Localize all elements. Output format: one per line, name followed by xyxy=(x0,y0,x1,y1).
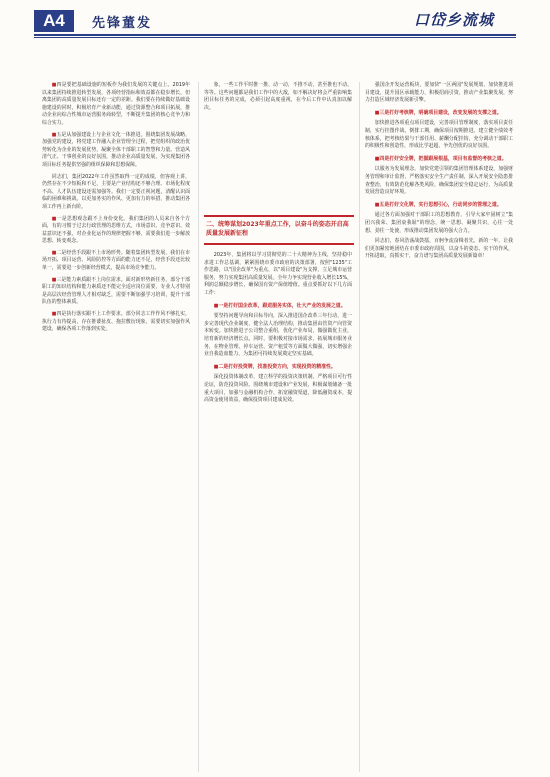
header-rule-thin xyxy=(34,37,516,38)
paragraph: 通过各方面加强对干部职工的思想教育，引导大家牢固树立"集团兴我荣、集团衰我耻"的理念，统一思想、凝聚共识，心往一处想、劲往一处使，形成推动集团发展的强大合力。 xyxy=(365,212,513,234)
paragraph-text: 二是经营手段跟不上市场形势。随着集团转型发展，我们在市场开拓、项目运营、风险防控等方面的能力还不足，经营手段还比较单一，需要进一步创新经营模式，提高市场竞争能力。 xyxy=(42,249,190,272)
paragraph: 同志们，春风浩荡战鼓擂，百舸争流奋楫者先。新的一年，让我们更加紧密地团结在市委市政府周围，以奋斗的姿态、实干的作风，开拓进取，真抓实干，奋力谱写集团高质量发展新篇章！ xyxy=(365,238,513,260)
section-headline: 二、统筹谋划2023年重点工作，以奋斗的姿态开启高质量发展新征程 xyxy=(206,221,349,237)
masthead-logo: 口岱乡流城 xyxy=(413,11,494,29)
paragraph-text: 四是执行落实跟不上工作要求。部分同志工作作风不够扎实，执行力有待提高，存在推诿扯皮、拖拉敷衍现象，需要切实加强作风建设，确保各项工作落到实处。 xyxy=(42,311,190,333)
paragraph: 2023年，集团将以学习贯彻党的二十大精神为主线，坚持稳中求进工作总基调，紧紧围绕市委市政府的决策部署，按照"1235"工作思路，以"国企改革"为重点，以"项目建设"为支撑，立足城市运营服务，努力实现集团高质量发展。全年力争实现营业收入增长15%，利润总额稳步增长，确保国有资产保值增值。重点要抓好以下几方面工作： xyxy=(204,252,352,296)
subheading-text: 一是打好国企改革，跟进服务实体，壮大产业的发展之道。 xyxy=(218,302,346,309)
subheading: ■二是打好投资牌，找准投资方向，实现投资的精准性。 xyxy=(213,363,336,370)
paragraph: ■二是经营手段跟不上市场形势。随着集团转型发展，我们在市场开拓、项目运营、风险防控等方面的能力还不足，经营手段还比较单一，需要进一步创新经营模式，提高市场竞争能力。 xyxy=(42,249,190,272)
column-divider xyxy=(198,82,199,772)
paragraph-text: 五是从加强建设上与企业文化一体推进。围绕集团发展战略，加强党的建设，将党建工作融入企业管理全过程，把党组织的政治优势转化为企业的发展优势，凝聚全体干部职工的智慧和力量。营造风清气正、干事创业的良好氛围，推动企业高质量发展，为实现集团各项目标任务提供坚强的组织保障和思想保障。 xyxy=(42,131,190,168)
subheading: ■三是打好考核牌，明确项目建设，改变发展的支撑之道。 xyxy=(374,109,502,116)
subheading-text: 二是打好投资牌，找准投资方向，实现投资的精准性。 xyxy=(218,363,336,370)
paragraph: ■四是执行落实跟不上工作要求。部分同志工作作风不够扎实，执行力有待提高，存在推诿扯皮、拖拉敷衍现象，需要切实加强作风建设，确保各项工作落到实处。 xyxy=(42,311,190,333)
page-number: A4 xyxy=(34,10,74,32)
paragraph: 深化投资体制改革，建立科学的投资决策机制，严格项目可行性论证，防范投资风险。围绕城市建设和产业发展，积极谋划储备一批重大项目，加强与金融机构合作，拓宽融资渠道，降低融资成本，提高资金使用效益，确保投资项目建成见效。 xyxy=(204,374,352,404)
article-column-2-body xyxy=(204,252,352,405)
subheading: ■一是打好国企改革，跟进服务实体，壮大产业的发展之道。 xyxy=(213,302,346,309)
article-column-1 xyxy=(42,82,190,334)
paragraph: 以服务为发展理念，加快党建引领的集团管理体系建设，加强财务管理和审计监督，严格落实安全生产责任制，深入开展安全隐患排查整治，有效防范化解各类风险，确保集团安全稳定运行，为高质量发展营造良好环境。 xyxy=(365,166,513,196)
box-rule-bottom xyxy=(204,243,354,245)
paragraph-text: 一是思想观念跟不上身份变化。我们集团的人员来自各个方面，有的习惯于过去行政管理的思维方式，市场意识、竞争意识、效益意识还不强，对企业化运作的规律把握不够，需要我们进一步解放思想、转变观念。 xyxy=(42,215,190,245)
paragraph: 强国企开发运营板块，要加快"一区两园"发展规划，加快推进项目建设，提升园区承载能力，积极招商引资，推动产业集聚发展，努力打造区域经济发展新引擎。 xyxy=(365,82,513,104)
paragraph-text: 三是能力素质跟不上岗位需求。面对新形势新任务，部分干部职工的知识结构和能力素质还不能完全适应岗位需要，专业人才特别是高层次经营管理人才相对缺乏，需要不断加强学习培训，提升干部队伍的整体素质。 xyxy=(42,276,190,306)
header-rule xyxy=(34,34,516,36)
paragraph: 加快推进各项重点项目建设，完善项目管理制度，落实项目责任制，实行挂图作战，倒排工期，确保项目按期推进。建立健全绩效考核体系，把考核结果与干部任用、薪酬分配挂钩，充分调动干部职工的积极性和创造性，形成比学赶超、争先创优的良好氛围。 xyxy=(365,120,513,150)
paragraph: 象，一些工作平时推一推、动一动，不推不动，甚至推也不动。等等。这些问题都是我们工作中的大敌，如不解决好将会严重影响集团目标任务的完成，必须引起高度重视，在今后工作中认真加以解决。 xyxy=(204,82,352,111)
subheading-text: 三是打好考核牌，明确项目建设，改变发展的支撑之道。 xyxy=(379,109,502,116)
section-title: 先锋董发 xyxy=(92,16,153,31)
paragraph: 同志们，集团2022年工作虽然取得一定的成绩，但客观上讲，仍然存在不少短板和不足，主要是产业结构还不够合理、市场化程度不高、人才队伍建设还需加强等。我们一定要正视问题，清醒认识面临的困难和挑战，以更加务实的作风、更加有力的举措，推动集团各项工作再上新台阶。 xyxy=(42,173,190,210)
subheading-text: 五是打好文化牌，实行思想引心，行动同步的管理之道。 xyxy=(379,201,502,208)
article-column-2 xyxy=(204,82,352,112)
paragraph: ■一是思想观念跟不上身份变化。我们集团的人员来自各个方面，有的习惯于过去行政管理的思维方式，市场意识、竞争意识、效益意识还不强，对企业化运作的规律把握不够，需要我们进一步解放思想、转变观念。 xyxy=(42,215,190,245)
subheading: ■五是打好文化牌，实行思想引心，行动同步的管理之道。 xyxy=(374,201,502,208)
paragraph-text: 四是要把基础设施的短板作为我们发展的关键点上。2019年以来集团持续推进转型发展，各项经营指标和效益都在稳步增长，但离集团的高质量发展目标还有一定的差距。我们要在持续做好基础设施建设的同时，积极培育产业新动能，通过资源整合和项目拓展，推动企业向综合性城市运营服务商转型，不断提升集团的核心竞争力和综合实力。 xyxy=(42,82,191,126)
paragraph: ■三是能力素质跟不上岗位需求。面对新形势新任务，部分干部职工的知识结构和能力素质还不能完全适应岗位需要，专业人才特别是高层次经营管理人才相对缺乏，需要不断加强学习培训，提升干部队伍的整体素质。 xyxy=(42,276,190,306)
subheading-text: 四是打好安全牌，把握跟展根基，项目有监督的考核之道。 xyxy=(379,155,507,162)
subheading: ■四是打好安全牌，把握跟展根基，项目有监督的考核之道。 xyxy=(374,155,507,162)
paragraph: ■五是从加强建设上与企业文化一体推进。围绕集团发展战略，加强党的建设，将党建工作融入企业管理全过程，把党组织的政治优势转化为企业的发展优势，凝聚全体干部职工的智慧和力量。营造风清气正、干事创业的良好氛围，推动企业高质量发展，为实现集团各项目标任务提供坚强的组织保障和思想保障。 xyxy=(42,131,190,168)
paragraph: 要坚持问题导向和目标导向，深入推进国企改革三年行动，进一步完善现代企业制度，健全法人治理结构，推动集团由管资产向管资本转变。加快推进子公司整合重组，优化产业布局，做强做优主业，培育新的经济增长点。同时，要积极对接市场需求，拓展城市服务业务，在物业管理、停车运营、资产租赁等方面做大做强，切实增强企业自我造血能力，为集团可持续发展奠定坚实基础。 xyxy=(204,313,352,358)
page-header xyxy=(0,0,550,38)
box-rule-top xyxy=(204,215,354,217)
column-divider xyxy=(359,82,360,772)
paragraph: ■四是要把基础设施的短板作为我们发展的关键点上。2019年以来集团持续推进转型发展，各项经营指标和效益都在稳步增长，但离集团的高质量发展目标还有一定的差距。我们要在持续做好基础设施建设的同时，积极培育产业新动能，通过资源整合和项目拓展，推动企业向综合性城市运营服务商转型，不断提升集团的核心竞争力和综合实力。 xyxy=(42,82,191,126)
article-column-3 xyxy=(365,82,513,261)
